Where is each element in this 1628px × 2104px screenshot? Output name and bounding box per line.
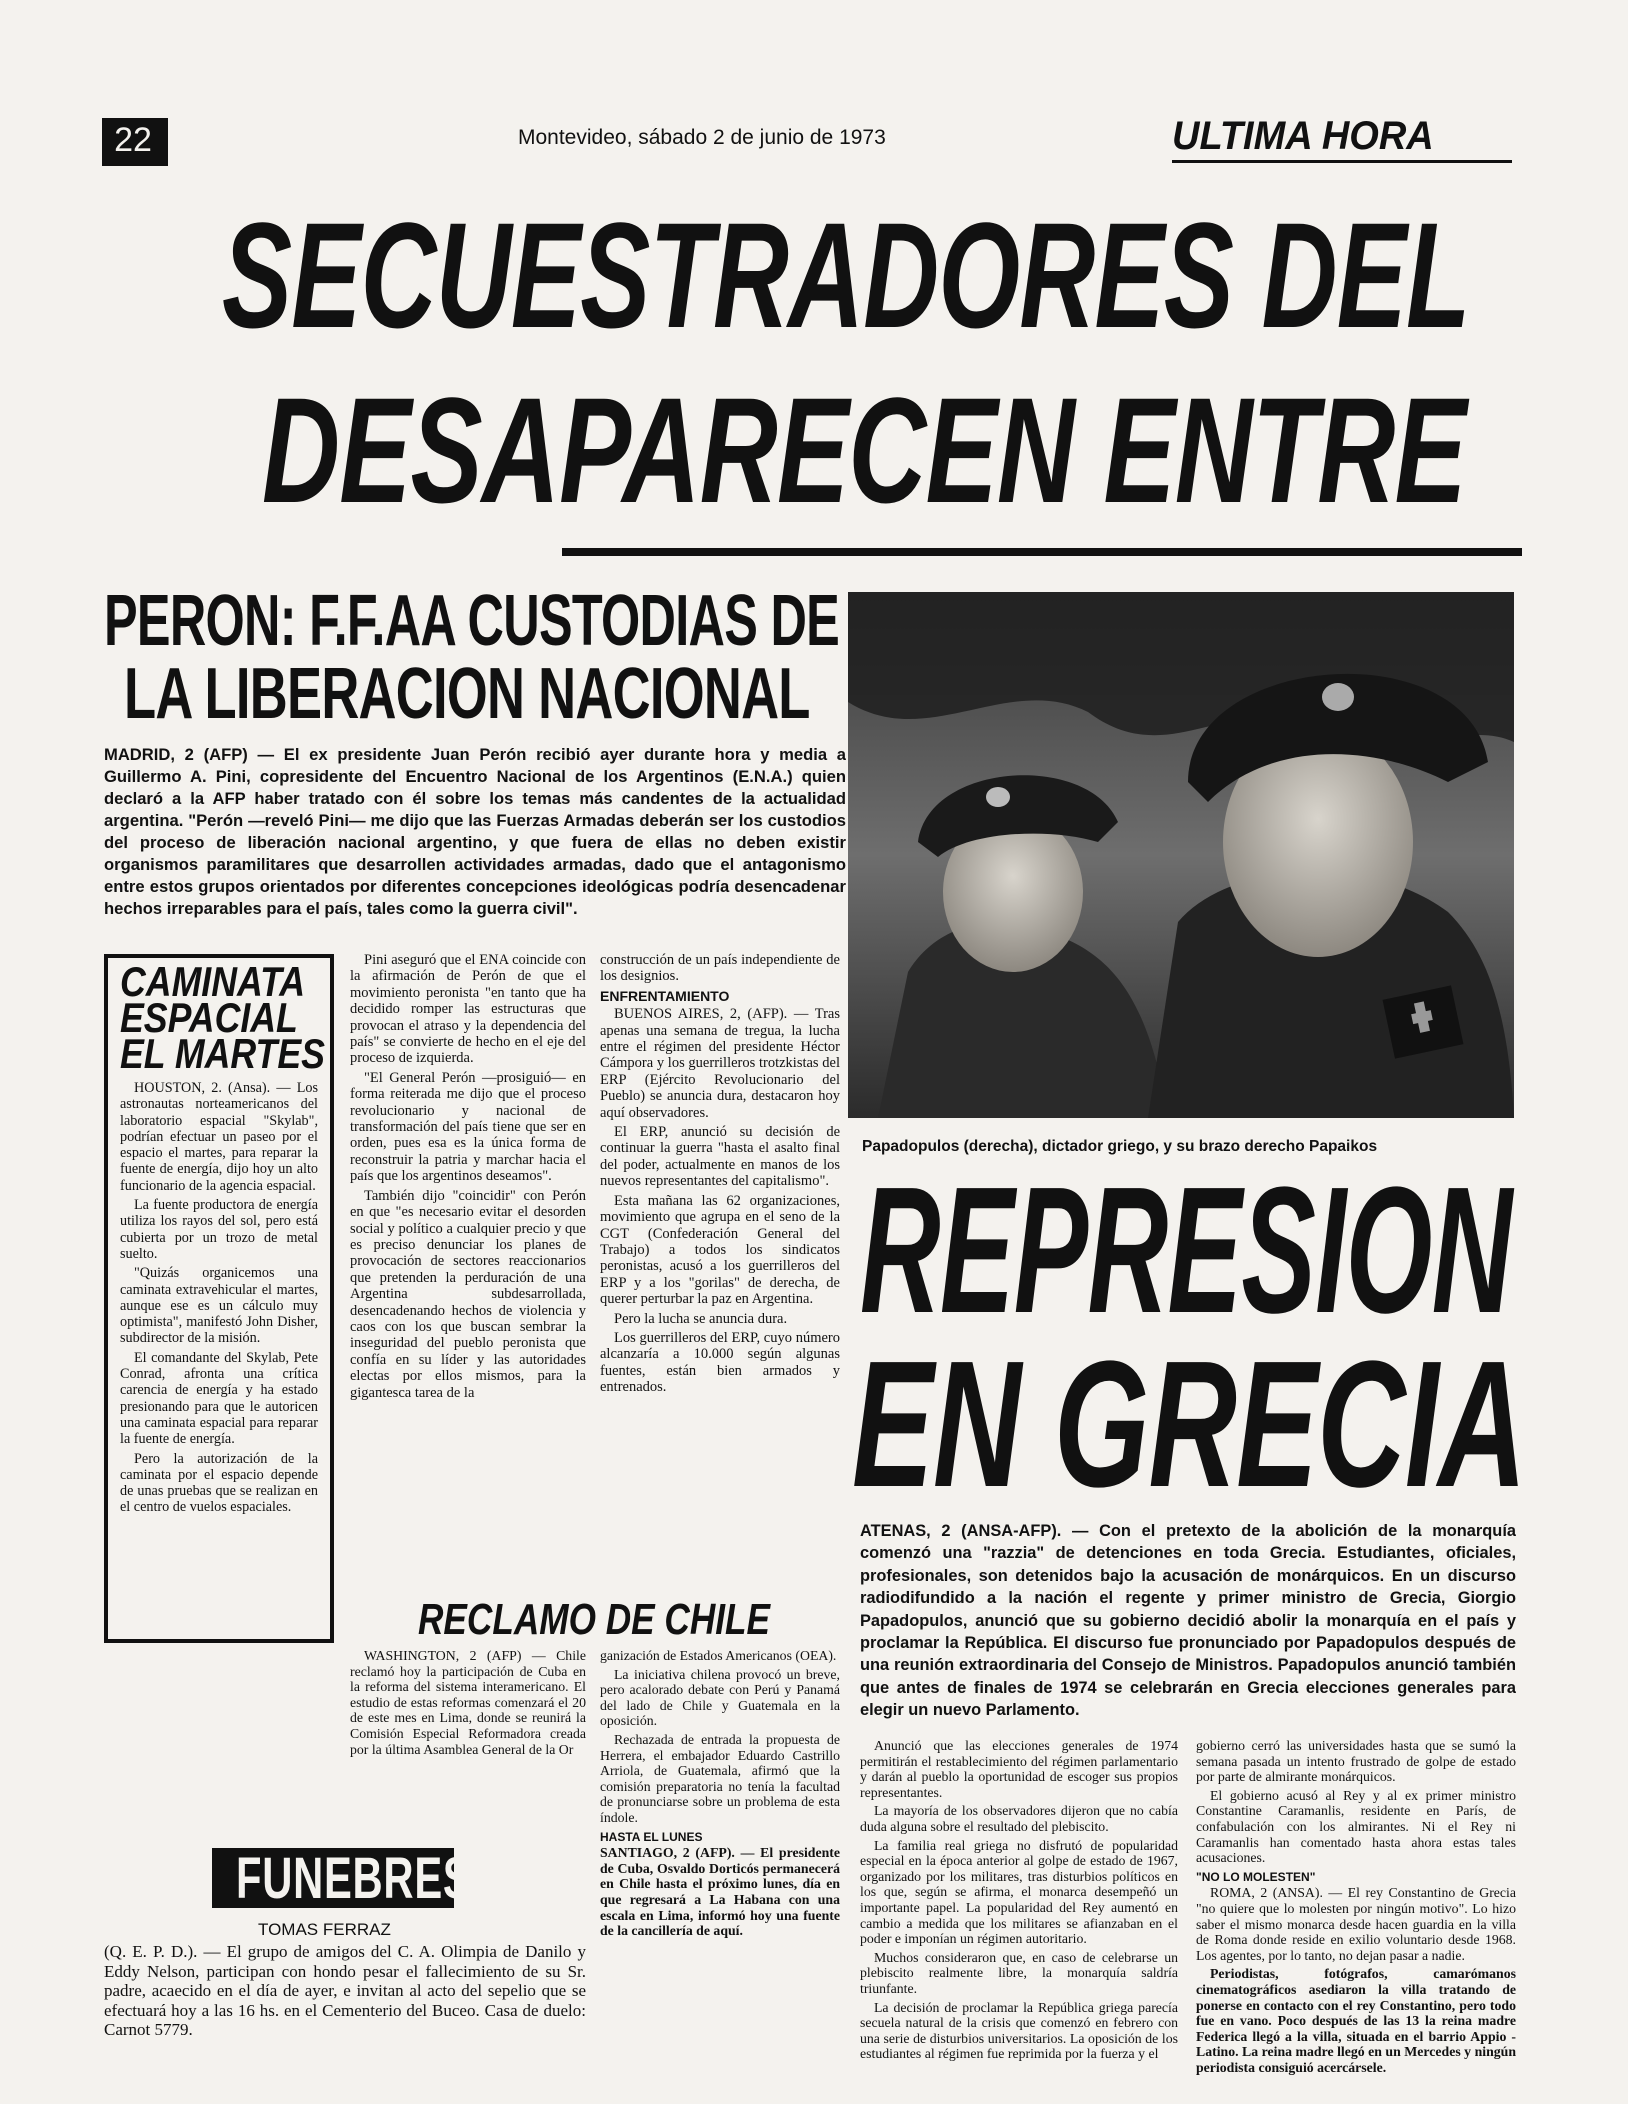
grecia-column-2 [1196,1738,1516,2088]
chile-headline: RECLAMO DE CHILE [418,1595,770,1644]
grecia-paragraph: El gobierno acusó al Rey y al ex primer ministro Constantine Caramanlis, residente en París, de confabulación con los almirantes. Ni el Rey ni Caramanlis han comentado hasta ahora estas tales acusaciones. [1196,1787,1516,1866]
grecia-paragraph: Muchos consideraron que, en caso de celebrarse un plebiscito realmente libre, la monarquía saldría triunfante. [860,1949,1178,1996]
funebres-name: TOMAS FERRAZ [258,1920,391,1939]
peron-headline-line1: PERON: F.F.AA CUSTODIAS DE [104,581,840,661]
grecia-headline-line2: EN GRECIA [852,1324,1526,1525]
grecia-paragraph: gobierno cerró las universidades hasta que se sumó la semana pasada un intento frustrado de golpe de estado por parte de almirante monárquicos. [1196,1738,1516,1785]
chile-paragraph: ganización de Estados Americanos (OEA). [600,1648,837,1663]
peron-paragraph: Esta mañana las 62 organizaciones, movimiento que agrupa en el seno de la CGT (Confederación General del Trabajo) a todos los sindicatos peronistas, acusó a los guerrilleros del ERP y a los "gorilas" de derecha, de querer perturbar la paz en Argentina. [600,1192,840,1308]
chile-column-2 [600,1648,840,2088]
peron-lead: MADRID, 2 (AFP) — El ex presidente Juan Perón recibió ayer durante hora y media a Guillermo A. Pini, copresidente del Encuentro Nacional de los Argentinos (E.N.A.) quien declaró a la AFP haber tratado con él sobre los temas más candentes de la actualidad argentina. "Perón —reveló Pini— me dijo que las Fuerzas Armadas deberán ser los custodios del proceso de liberación nacional argentino, y que fuera de ellas no deben existir organismos paramilitares que desarrollen actividades armadas, dado que el antagonismo entre estos grupos orientados por diferentes concepciones ideológicas podría desencadenar hechos irreparables para el país, tales como la guerra civil". [104,745,846,918]
photo-caption: Papadopulos (derecha), dictador griego, y su brazo derecho Papaikos [862,1138,1378,1155]
caminata-headline-3: EL MARTES [120,1030,325,1077]
peron-paragraph: También dijo "coincidir" con Perón en que "es necesario evitar el desorden social y político a cualquier precio y que es preciso denunciar los planes de provocación de sectores reaccionarios que pretenden la perduración de una Argentina subdesarrollada, desencadenando hechos de violencia y caos con los que buscan sembrar la inseguridad del pueblo peronista que confía en su líder y las autoridades electas por ellos mismos, para la gigantesca tarea de la [350,1187,586,1401]
funebres-text: (Q. E. P. D.). — El grupo de amigos del C. A. Olimpia de Danilo y Eddy Nelson, participan con hondo pesar el fallecimiento de su Sr. padre, acaecido en el día de ayer, e invitan al acto del sepelio que se efectuará hoy a las 16 hs. en el Cementerio del Buceo. Casa de duelo: Carnot 5779. [104,1942,586,2040]
peron-paragraph: BUENOS AIRES, 2, (AFP). — Tras apenas una semana de tregua, la lucha entre el régimen del presidente Héctor Cámpora y los guerrilleros trotzkistas del ERP (Ejército Revolucionario del Pueblo) se anuncia dura, destacaron hoy aquí observadores. [600,1006,840,1121]
main-headline-line1: SECUESTRADORES DEL [222,191,1470,359]
grecia-paragraph: Periodistas, fotógrafos, camarómanos cinematográficos asediaron la villa tratando de ponerse en contacto con el rey Constantino, pero todo fue en vano. Poco después de las 13 la reina madre Federica llegó a la villa, situada en el barrio Appio - Latino. La reina madre llegó en un Mercedes y ningún periodista consiguió acercársele. [1196,1966,1516,2075]
officer-left-cap-badge [986,787,1010,807]
grecia-paragraph: Anunció que las elecciones generales de 1974 permitirán el restablecimiento del régimen parlamentario y darán al pueblo la oportunidad de escoger sus propios representantes. [860,1738,1178,1800]
no-lo-molesten-subhead: "NO LO MOLESTEN" [1196,1869,1316,1884]
grecia-paragraph: ROMA, 2 (ANSA). — El rey Constantino de Grecia "no quiere que lo molesten por ningún motivo". Lo hizo saber el mismo monarca desde hacen guardia en la villa de Roma donde reside en exilio voluntario desde 1968. Los agentes, por lo tanto, no dejan pasar a nadie. [1196,1885,1516,1963]
grecia-headline-line1: REPRESION [860,1150,1512,1351]
grecia-column-1 [860,1738,1178,2088]
hasta-el-lunes-subhead: HASTA EL LUNES [600,1829,703,1844]
funebres-title: FUNEBRES [236,1846,472,1911]
caminata-headline-2: ESPACIAL [120,994,298,1041]
caminata-paragraph: El comandante del Skylab, Pete Conrad, afronta una crítica carencia de energía y ha estado presionando para que le autoricen una caminata espacial para reparar la fuente de energía. [120,1349,318,1448]
grecia-paragraph: La decisión de proclamar la República griega parecía secuela natural de la crisis que comenzó en febrero con una serie de disturbios universitarios. La oposición de los estudiantes al régimen fue reprimida por la fuerza y el [860,1999,1178,2062]
peron-column-2 [350,952,586,1588]
officer-right-cap-badge [1322,683,1354,711]
headline-rule [562,548,1522,556]
chile-column-1 [350,1648,586,1828]
caminata-paragraph: La fuente productora de energía utiliza los rayos del sol, pero está cubierta por un trozo de metal suelto. [120,1197,318,1262]
caminata-paragraph: Pero la autorización de la caminata por el espacio depende de unas pruebas que se realizan en el centro de vuelos espaciales. [120,1450,318,1516]
papadopulos-photo [848,592,1514,1118]
caminata-paragraph: "Quizás organicemos una caminata extravehicular el martes, aunque ese es un cálculo muy optimista", manifestó John Disher, subdirector de la misión. [120,1265,318,1347]
grecia-paragraph: La familia real griega no disfrutó de popularidad especial en la época anterior al golpe de estado de 1967, organizado por los militares, tras disturbios políticos en los que, según se afirma, el monarca desempeñó un importante papel. La popularidad del Rey aumentó en cambio a medida que los militares se afianzaban en el poder e imponían un régimen autoritario. [860,1837,1178,1947]
peron-paragraph: Pini aseguró que el ENA coincide con la afirmación de Perón de que el movimiento peronista "en tanto que ha decidido romper las estructuras que provocan el atraso y la dependencia del país" se convierte de hecho en el eje del proceso de izquierda. [350,952,586,1067]
peron-paragraph: Los guerrilleros del ERP, cuyo número alcanzaría a 10.000 según algunas fuentes, están bien armados y entrenados. [600,1329,840,1396]
peron-paragraph: El ERP, anunció su decisión de continuar la guerra "hasta el asalto final del poder, actualmente en manos de los nuevos representantes del capitalismo". [600,1124,840,1190]
caminata-headline-1: CAMINATA [120,958,306,1005]
grecia-lead: ATENAS, 2 (ANSA-AFP). — Con el pretexto de la abolición de la monarquía comenzó una "razzia" de detenciones en toda Grecia. Estudiantes, oficiales, profesionales, son detenidos bajo la acusación de monárquicos. En un discurso radiodifundido a la nación el regente y primer ministro de Grecia, Giorgio Papadopulos, anunció que su gobierno decidió abolir la monarquía en el país y proclamar la República. El discurso fue pronunciado por Papadopulos después de una reunión extraordinaria del Consejo de Ministros. Papadopulos anunció también que antes de finales de 1974 se celebrarán en Grecia elecciones generales para elegir un nuevo Parlamento. [860,1522,1516,1720]
page-number: 22 [114,121,152,159]
peron-headline-line2: LA LIBERACION NACIONAL [124,654,810,734]
masthead: ULTIMA HORA [1172,114,1434,158]
peron-column-3 [600,952,840,1588]
chile-paragraph: WASHINGTON, 2 (AFP) — Chile reclamó hoy la participación de Cuba en la reforma del sistema interamericano. El estudio de estas reformas comenzará el 20 de este mes en Lima, donde se reunirá la Comisión Especial Reformadora creada por la última Asamblea General de la Or [350,1648,586,1757]
dateline: Montevideo, sábado 2 de junio de 1973 [518,126,886,149]
caminata-paragraph: HOUSTON, 2. (Ansa). — Los astronautas norteamericanos del laboratorio espacial "Skylab", podrían efectuar un paseo por el espacio el martes, para reparar la fuente de energía, dijo hoy un alto funcionario de la agencia espacial. [120,1080,318,1194]
chile-paragraph: SANTIAGO, 2 (AFP). — El presidente de Cuba, Osvaldo Dorticós permanecerá en Chile hasta el próximo lunes, día en que regresará a La Habana con una escala en Lima, informó hoy una fuente de la cancillería de aquí. [600,1845,840,1939]
chile-paragraph: Rechazada de entrada la propuesta de Herrera, el embajador Eduardo Castrillo Arriola, de Guatemala, afirmó que la comisión preparatoria no tenía la facultad de pronunciarse sobre un problema de esta índole. [600,1731,840,1825]
masthead-rule [1172,160,1512,163]
peron-paragraph: construcción de un país independiente de los designios. [600,952,840,985]
peron-paragraph: "El General Perón —prosiguió— en forma reiterada me dijo que el proceso revolucionario y nacional de transformación del país tiene que ser en orden, pues esa es la única forma de reconstruir la patria y marchar hacia el país que los argentinos deseamos". [350,1069,586,1185]
grecia-paragraph: La mayoría de los observadores dijeron que no cabía duda alguna sobre el resultado del plebiscito. [860,1803,1178,1834]
chile-paragraph: La iniciativa chilena provocó un breve, pero acalorado debate con Perú y Panamá del lado de Chile y Guatemala en la oposición. [600,1666,840,1729]
enfrentamiento-subhead: ENFRENTAMIENTO [600,987,730,1004]
caminata-body [120,1080,318,1628]
peron-paragraph: Pero la lucha se anuncia dura. [614,1310,788,1327]
main-headline-line2: DESAPARECEN ENTRE [262,366,1466,534]
